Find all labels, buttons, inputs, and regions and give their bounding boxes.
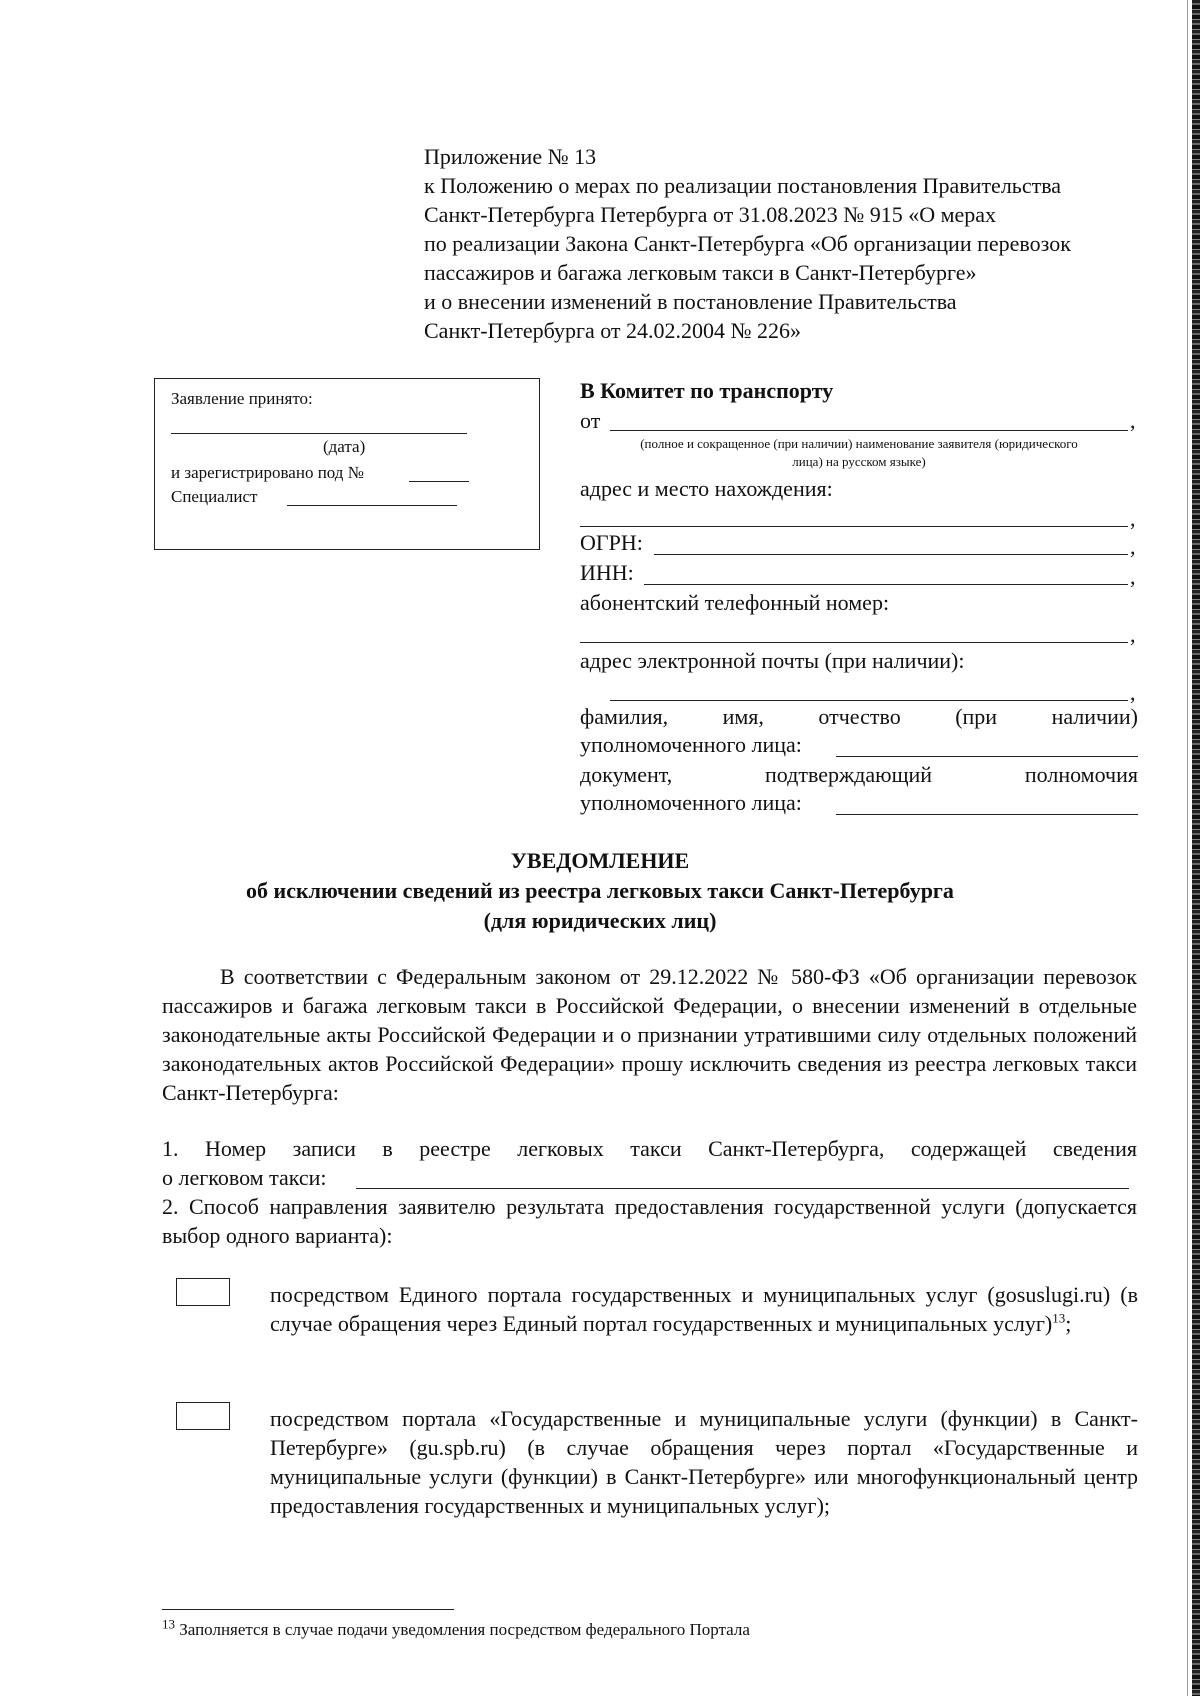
appendix-line: по реализации Закона Санкт-Петербурга «Об организации перевозок	[424, 231, 1071, 256]
phone-label: абонентский телефонный номер:	[580, 590, 890, 615]
item-2: 2. Способ направления заявителю результата предоставления государственной услуги (допускается выбор одного варианта):	[162, 1194, 1137, 1248]
appendix-line: Санкт-Петербурга от 24.02.2004 № 226»	[424, 318, 802, 343]
comma: ,	[1130, 408, 1136, 433]
acceptance-registered-label: и зарегистрировано под №	[171, 463, 364, 482]
option-gosuslugi-text: посредством Единого портала государственных и муниципальных услуг (gosuslugi.ru) (в случае обращения через Единый портал государственных и муниципальных услуг)	[270, 1282, 1138, 1336]
appendix-line: к Положению о мерах по реализации постановления Правительства	[424, 173, 1062, 198]
from-label: от	[580, 408, 601, 433]
address-field[interactable]	[580, 526, 1128, 527]
footnote-number: 13	[162, 1616, 175, 1632]
acceptance-date-field[interactable]	[171, 433, 467, 434]
document-subtitle: об исключении сведений из реестра легковых такси Санкт-Петербурга	[246, 878, 954, 903]
option-gosuslugi-checkbox[interactable]	[176, 1278, 230, 1306]
applicant-name-field[interactable]	[610, 430, 1128, 431]
address-label: адрес и место нахождения:	[580, 476, 833, 501]
comma: ,	[1130, 534, 1136, 559]
appendix-line: Приложение № 13	[424, 144, 597, 169]
inn-label: ИНН:	[580, 560, 634, 585]
comma: ,	[1130, 564, 1136, 589]
acceptance-date-label: (дата)	[323, 437, 366, 456]
item-1-label: о легковом такси:	[162, 1165, 327, 1190]
option-gosuslugi	[270, 1280, 1138, 1338]
name-hint: (полное и сокращенное (при наличии) наименование заявителя (юридического	[640, 436, 1078, 451]
document-title: УВЕДОМЛЕНИЕ	[510, 848, 690, 873]
footnote-ref: 13	[1052, 1310, 1066, 1326]
appendix-header	[424, 142, 1144, 345]
acceptance-title: Заявление принято:	[171, 389, 313, 408]
inn-field[interactable]	[644, 584, 1128, 585]
option-gu-spb: посредством портала «Государственные и муниципальные услуги (функции) в Санкт-Петербурге» (gu.spb.ru) (в случае обращения через портал «Государственные и муниципальные услуги (функции) в Санкт-Петербурге» или многофункциональный центр предоставления государственных и муниципальных услуг);	[270, 1406, 1138, 1518]
fio-field[interactable]	[836, 756, 1138, 757]
document-subtitle-2: (для юридических лиц)	[483, 908, 717, 933]
acceptance-specialist-label: Специалист	[171, 487, 258, 506]
email-label: адрес электронной почты (при наличии):	[580, 648, 965, 673]
document-line: документ, подтверждающий полномочия	[580, 762, 1138, 787]
comma: ,	[1130, 506, 1136, 531]
ogrn-field[interactable]	[654, 554, 1128, 555]
name-hint: лица) на русском языке)	[792, 454, 926, 469]
fio-label: уполномоченного лица:	[580, 732, 802, 757]
appendix-line: пассажиров и багажа легковым такси в Санкт-Петербурге»	[424, 260, 977, 285]
footnote	[162, 1616, 750, 1640]
registry-record-field[interactable]	[356, 1188, 1129, 1189]
appendix-line: и о внесении изменений в постановление Правительства	[424, 289, 957, 314]
fio-line: фамилия, имя, отчество (при наличии)	[580, 704, 1138, 729]
comma: ,	[1130, 680, 1136, 705]
option-gu-spb-checkbox[interactable]	[176, 1402, 230, 1430]
registration-number-field[interactable]	[409, 481, 469, 482]
email-field[interactable]	[610, 700, 1128, 701]
footnote-divider	[162, 1609, 454, 1610]
appendix-line: Санкт-Петербурга Петербурга от 31.08.2023 № 915 «О мерах	[424, 202, 997, 227]
footnote-text: Заполняется в случае подачи уведомления посредством федерального Портала	[179, 1620, 750, 1639]
specialist-field[interactable]	[287, 505, 457, 506]
document-field[interactable]	[836, 814, 1138, 815]
ogrn-label: ОГРН:	[580, 530, 643, 555]
phone-field[interactable]	[580, 642, 1128, 643]
option-gosuslugi-end: ;	[1065, 1311, 1072, 1336]
item-1-line: 1. Номер записи в реестре легковых такси Санкт-Петербурга, содержащей сведения	[162, 1136, 1137, 1161]
addressee-title: В Комитет по транспорту	[580, 378, 834, 403]
comma: ,	[1130, 622, 1136, 647]
document-label: уполномоченного лица:	[580, 790, 802, 815]
body-paragraph: В соответствии с Федеральным законом от 29.12.2022 № 580-ФЗ «Об организации перевозок пассажиров и багажа легковым такси в Российской Федерации, о внесении изменений в отдельные законодательные акты Российской Федерации и о признании утратившими силу отдельных положений законодательных актов Российской Федерации» прошу исключить сведения из реестра легковых такси Санкт-Петербурга:	[162, 964, 1137, 1105]
acceptance-box	[154, 378, 540, 550]
